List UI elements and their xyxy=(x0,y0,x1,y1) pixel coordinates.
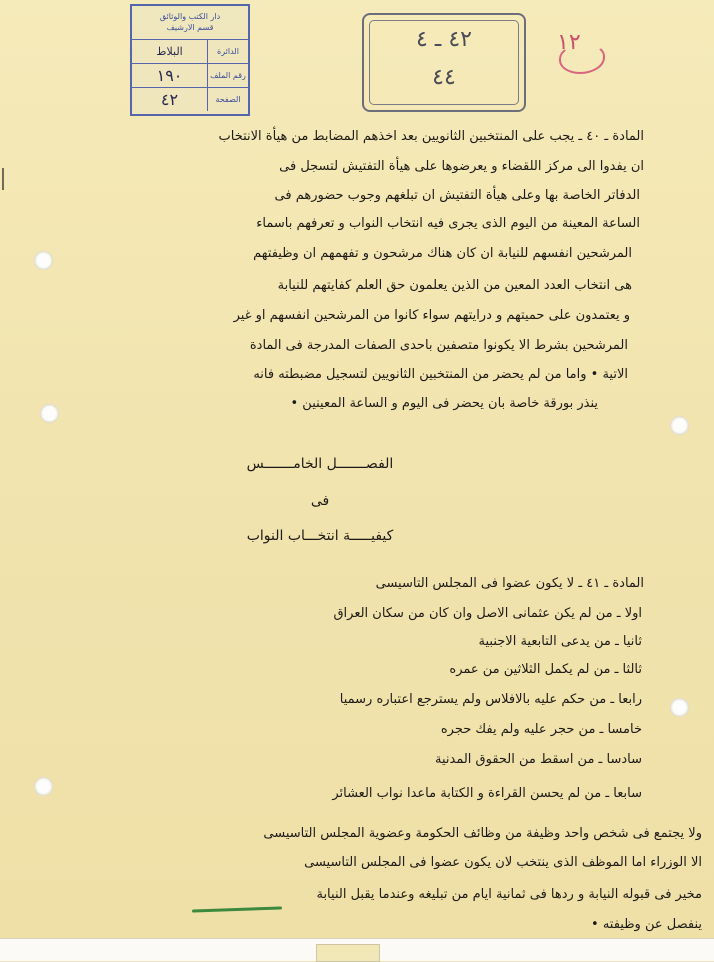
article-41-intro: المادة ـ ٤١ ـ لا يكون عضوا فى المجلس التاسيسى xyxy=(375,576,644,591)
article-40-line: هى انتخاب العدد المعين من الذين يعلمون حق العلم كفايتهم للنيابة xyxy=(277,278,632,293)
article-41-item: خامسا ـ من حجر عليه ولم يفك حجره xyxy=(440,722,642,737)
article-41-item: سابعا ـ من لم يحسن القراءة و الكتابة ماعدا نواب العشائر xyxy=(332,786,642,801)
green-underline-mark xyxy=(192,906,282,912)
article-40-line: المرشحين بشرط الا يكونوا متصفين باحدى الصفات المدرجة فى المادة xyxy=(249,338,628,353)
article-41-item: ثانيا ـ من يدعى التابعية الاجنبية xyxy=(478,634,642,649)
stamp-value: البلاط xyxy=(156,45,183,58)
archive-stamp xyxy=(130,4,250,116)
article-40-line: ان يفدوا الى مركز اللقضاء و يعرضوها على هيأة التفتيش لتسجل فى xyxy=(279,159,644,174)
closing-line: ينفصل عن وظيفته • xyxy=(591,917,702,932)
article-41-item: سادسا ـ من اسقط من الحقوق المدنية xyxy=(434,752,642,767)
red-annotation: ١٢ xyxy=(557,30,607,70)
punch-hole xyxy=(670,416,689,435)
stamp-label: رقم الملف xyxy=(207,64,248,87)
stamp-row xyxy=(132,88,248,111)
article-41-item: اولا ـ من لم يكن عثمانى الاصل وان كان من سكان العراق xyxy=(333,606,642,621)
article-40-line: الدفاتر الخاصة بها وعلى هيأة التفتيش ان تبلغهم وجوب حضورهم فى xyxy=(274,188,640,203)
punch-hole xyxy=(40,404,59,423)
stamp-label: الدائرة xyxy=(207,40,248,63)
chapter-connector: فى xyxy=(310,493,330,509)
folio-number-box xyxy=(362,13,526,112)
stamp-row xyxy=(132,64,248,88)
closing-line: مخير فى قبوله النيابة و ردها فى ثمانية ايام من تبليغه وعندما يقبل النيابة xyxy=(316,887,702,902)
chapter-subtitle: كيفيـــــة انتخـــاب النواب xyxy=(246,528,394,544)
article-41-item: ثالثا ـ من لم يكمل الثلاثين من عمره xyxy=(449,662,642,677)
article-40-line: و يعتمدون على حميتهم و درايتهم سواء كانوا من المرشحين انفسهم او غير xyxy=(233,308,630,323)
stamp-label: الصفحة xyxy=(207,88,248,111)
article-40-line: الساعة المعينة من اليوم الذى يجرى فيه انتخاب النواب و تعرفهم باسماء xyxy=(256,216,640,231)
punch-hole xyxy=(34,777,53,796)
stamp-value: ٤٢ xyxy=(160,90,179,109)
article-40-line: ينذر بورقة خاصة بان يحضر فى اليوم و الساعة المعينين • xyxy=(290,396,598,411)
closing-line: ولا يجتمع فى شخص واحد وظيفة من وظائف الحكومة وعضوية المجلس التاسيسى xyxy=(263,826,702,841)
chapter-title: الفصـــــــل الخامـــــــس xyxy=(246,456,394,472)
stamp-row xyxy=(132,40,248,64)
article-40-line: المادة ـ ٤٠ ـ يجب على المنتخبين الثانويين بعد اخذهم المضابط من هيأة الانتخاب xyxy=(218,129,644,144)
page-thumbnail[interactable] xyxy=(316,944,380,962)
article-41-item: رابعا ـ من حكم عليه بالافلاس ولم يسترجع اعتباره رسميا xyxy=(339,692,642,707)
stamp-value: ١٩٠ xyxy=(156,66,183,85)
stamp-header: دار الكتب والوثائق قسم الارشيف xyxy=(132,6,248,40)
punch-hole xyxy=(670,698,689,717)
folio-number-top: ٤٢ ـ ٤ xyxy=(416,27,472,52)
article-40-line: المرشحين انفسهم للنيابة ان كان هناك مرشحون و تفهمهم ان وظيفتهم xyxy=(253,246,632,261)
article-40-line: الاتية • واما من لم يحضر من المنتخبين الثانويين لتسجيل مضبطته فانه xyxy=(253,367,628,382)
punch-hole xyxy=(34,251,53,270)
folio-number-bottom: ٤٤ xyxy=(432,65,456,90)
closing-line: الا الوزراء اما الموظف الذى ينتخب لان يكون عضوا فى المجلس التاسيسى xyxy=(304,855,702,870)
margin-mark xyxy=(2,168,12,190)
